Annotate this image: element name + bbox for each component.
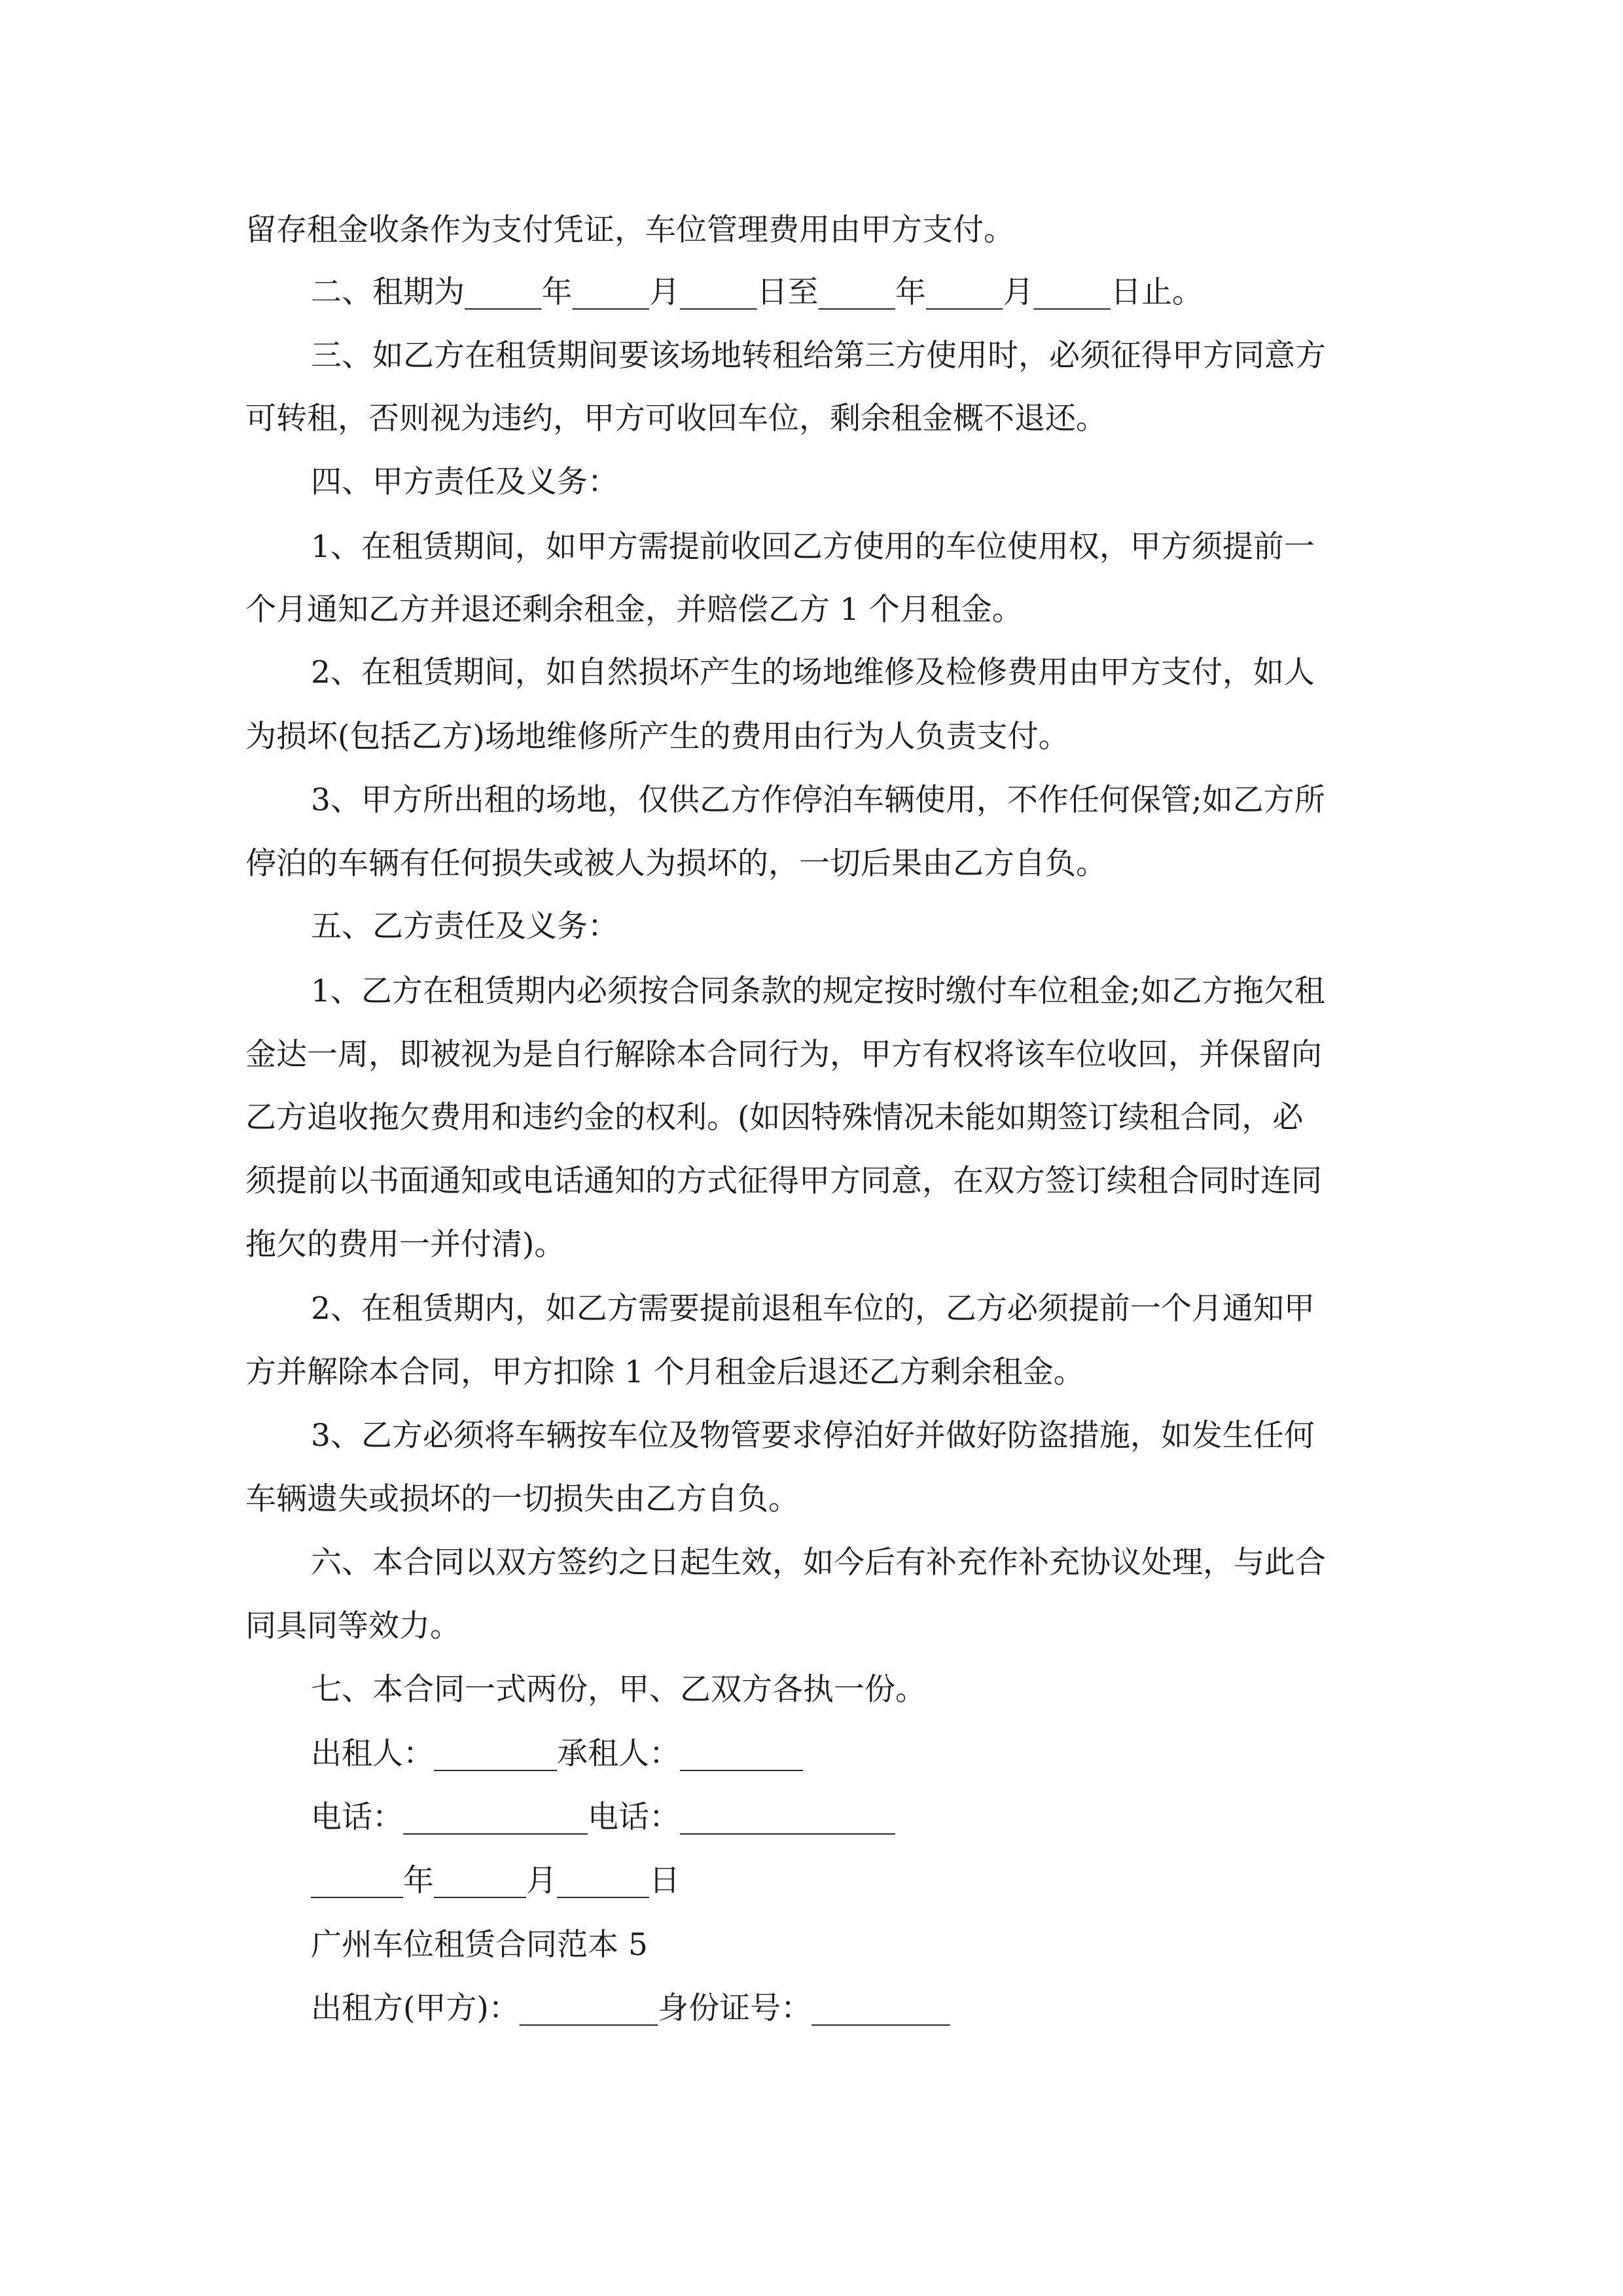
text-line: 车辆遗失或损坏的一切损失由乙方自负。 (245, 1481, 799, 1517)
text-line: 金达一周，即被视为是自行解除本合同行为，甲方有权将该车位收回，并保留向 (245, 1037, 1322, 1073)
text-line: 个月通知乙方并退还剩余租金，并赔偿乙方 1 个月租金。 (245, 592, 1023, 628)
text-line: 方并解除本合同，甲方扣除 1 个月租金后退还乙方剩余租金。 (245, 1354, 1084, 1390)
text-line: 拖欠的费用一并付清)。 (245, 1227, 565, 1263)
text-line: 2、在租赁期间，如自然损坏产生的场地维修及检修费用由甲方支付，如人 (311, 655, 1315, 691)
text-line: 3、甲方所出租的场地，仅供乙方作停泊车辆使用，不作任何保管;如乙方所 (311, 782, 1325, 818)
text-line: 三、如乙方在租赁期间要该场地转租给第三方使用时，必须征得甲方同意方 (311, 338, 1326, 374)
text-line: 六、本合同以双方签约之日起生效，如今后有补充作补充协议处理，与此合 (311, 1545, 1326, 1581)
text-line: 留存租金收条作为支付凭证，车位管理费用由甲方支付。 (245, 212, 1014, 248)
date-line: ______年______月______日 (311, 1863, 680, 1899)
text-line: 1、乙方在租赁期内必须按合同条款的规定按时缴付车位租金;如乙方拖欠租 (311, 973, 1325, 1009)
text-line: 停泊的车辆有任何损失或被人为损坏的，一切后果由乙方自负。 (245, 846, 1107, 882)
signature-line: 出租人：________承租人：________ (311, 1736, 803, 1772)
text-line: 为损坏(包括乙方)场地维修所产生的费用由行为人负责支付。 (245, 719, 1069, 755)
text-line: 可转租，否则视为违约，甲方可收回车位，剩余租金概不退还。 (245, 401, 1107, 437)
lessor-line: 出租方(甲方)：_________身份证号：_________ (311, 1990, 950, 2026)
text-line: 1、在租赁期间，如甲方需提前收回乙方使用的车位使用权，甲方须提前一 (311, 529, 1315, 565)
section-heading: 四、甲方责任及义务： (311, 464, 618, 500)
text-line: 七、本合同一式两份，甲、乙双方各执一份。 (311, 1672, 926, 1708)
text-line: 2、在租赁期内，如乙方需要提前退租车位的，乙方必须提前一个月通知甲 (311, 1291, 1315, 1327)
section-heading: 五、乙方责任及义务： (311, 908, 618, 944)
phone-line: 电话：____________电话：______________ (311, 1799, 895, 1835)
text-line: 同具同等效力。 (245, 1608, 461, 1644)
document-title: 广州车位租赁合同范本 5 (311, 1927, 648, 1963)
text-line: 3、乙方必须将车辆按车位及物管要求停泊好并做好防盗措施，如发生任何 (311, 1418, 1315, 1454)
text-line: 乙方追收拖欠费用和违约金的权利。(如因特殊情况未能如期签订续租合同，必 (245, 1100, 1304, 1136)
text-line: 二、租期为_____年_____月_____日至_____年_____月_____日止。 (311, 274, 1203, 310)
text-line: 须提前以书面通知或电话通知的方式征得甲方同意，在双方签订续租合同时连同 (245, 1163, 1322, 1199)
